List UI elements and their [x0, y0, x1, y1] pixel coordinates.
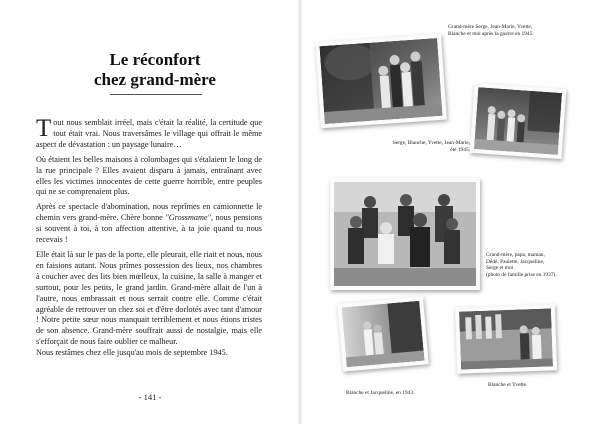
page-gutter	[298, 0, 302, 424]
photo-children-summer-1945-image	[474, 87, 562, 155]
photo-family-1945-image	[319, 38, 442, 124]
photo-blanche-yvette-image	[459, 308, 553, 369]
paragraph-1: Tout nous semblait irréel, mais c'était la réalité, la certitude que tout était vrai. Nous traversâmes le village qui offrait le même aspect de dévastation : un paysage lunaire…	[36, 115, 262, 149]
caption-photo4: Blanche et Jacqueline, en 1943.	[346, 390, 415, 396]
caption-photo3: Grand-mère, papa, maman, Dédé, Paulette, Jacqueline, Serge et moi (photo de famille prise en 1937).	[486, 252, 557, 278]
photo-blanche-yvette	[455, 304, 557, 373]
chapter-title-line1: Le réconfort	[109, 50, 201, 69]
chapter-title	[70, 50, 240, 90]
title-divider	[110, 94, 202, 95]
paragraph-2: Où étaient les belles maisons à colombages qui s'étalaient le long de la rue principale ? Elles avaient disparu à jamais, entraînant avec elles les victimes innocentes de cette guerre horrible, entre peuples qui ne se comprenaient plus.	[36, 154, 262, 197]
photo-family-1937-image	[334, 182, 476, 286]
drop-cap: T	[36, 115, 52, 142]
photo-children-summer-1945	[470, 83, 567, 159]
caption-photo2: Serge, Blanche, Yvette, Jean-Marie, été 1945.	[392, 140, 470, 153]
caption-photo5: Blanche et Yvette.	[488, 382, 528, 388]
photo-family-1945	[315, 34, 447, 129]
paragraph-3: Après ce spectacle d'abomination, nous reprîmes en camionnette le chemin vers grand-mère. Chère bonne "Grossmame", nous pensions si souvent à toi, à ton affection attentive, à ta joie quand tu nous recevais !	[36, 202, 263, 245]
photo-blanche-jacqueline-1943-image	[342, 301, 425, 368]
page-number: - 141 -	[138, 392, 162, 402]
chapter-title-line2: chez grand-mère	[94, 70, 216, 89]
chapter-body	[36, 115, 263, 363]
photo-family-1937	[330, 178, 480, 290]
paragraph-4: Elle était là sur le pas de la porte, elle pleurait, elle riait et nous, nous en faisions autant. Nous prîmes possession des lieux, nos chambres à coucher avec des lits bien mœlleux, la cuisine, la salle à manger et surtout, pour les petits, le grand jardin. Grand-mère allait de l'un à l'autre, nous embrassait et nous serrait contre elle. Comme c'était agréable de retrouver un chez soi et d'être dorlotés avec tant d'amour ! Notre petite sœur nous manquait terriblement et nous étions tristes de son absence. Grand-mère souffrait aussi de nostalgie, mais elle s'efforçait de nous faire oublier ce malheur.	[36, 249, 262, 347]
paragraph-5: Nous restâmes chez elle jusqu'au mois de septembre 1945.	[36, 348, 228, 358]
caption-photo1: Grand-mère Serge, Jean-Marie, Yvette, Blanche et moi après la guerre en 1945.	[448, 24, 534, 37]
photo-blanche-jacqueline-1943	[337, 296, 429, 371]
